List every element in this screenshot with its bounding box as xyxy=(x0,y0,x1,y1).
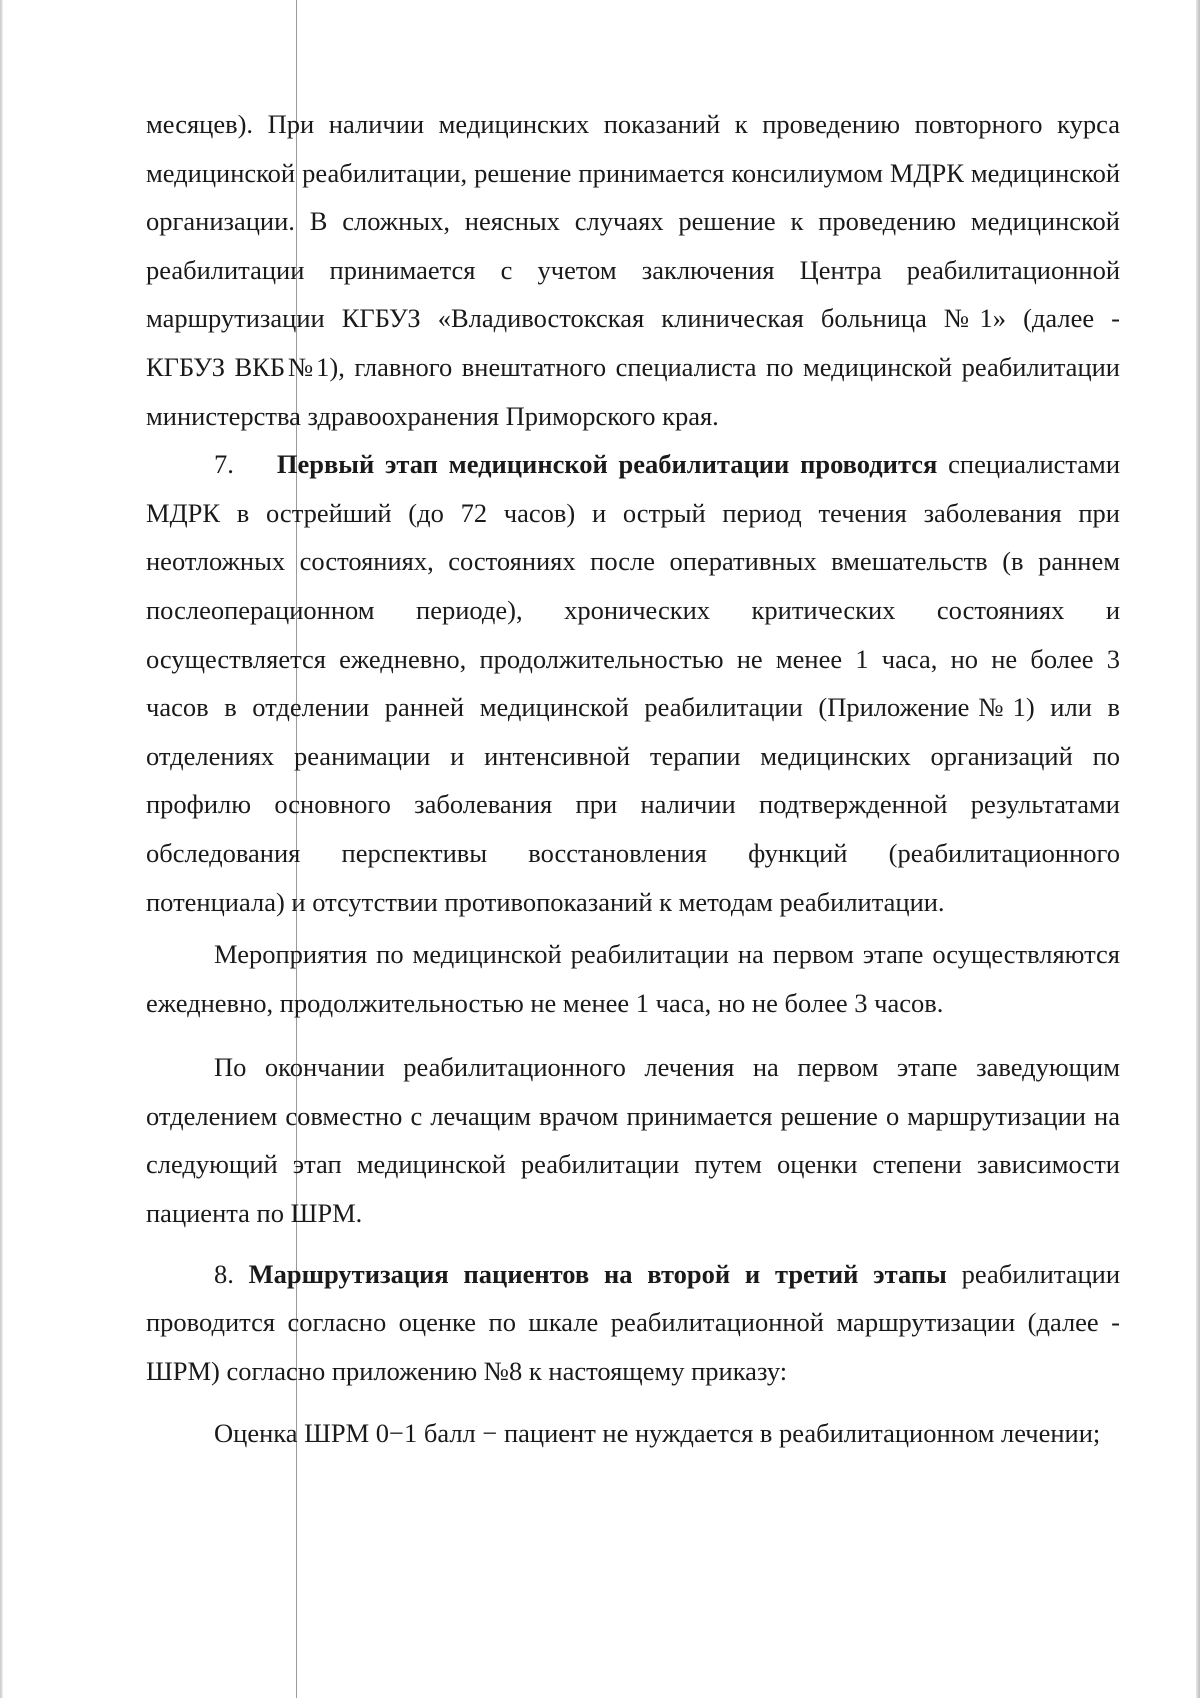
item-heading: Первый этап медицинской реабилитации проводится xyxy=(276,449,938,480)
paragraph-item-8 xyxy=(146,1250,1120,1396)
item-number: 8. xyxy=(214,1258,234,1289)
paragraph-measures: Мероприятия по медицинской реабилитации на первом этапе осуществляются ежедневно, продолжительностью не менее 1 часа, но не более 3 часов. xyxy=(146,939,1120,1018)
scan-edge-left xyxy=(0,0,3,1698)
item-text: специалистами МДРК в острейший (до 72 часов) и острый период течения заболевания при неотложных состояниях, состояниях после оперативных вмешательств (в раннем послеоперационном периоде), хронических критических состояниях и осуществляется ежедневно, продолжительностью не менее 1 часа, но не более 3 часов в отделении ранней медицинской реабилитации (Приложение№1) или в отделениях реанимации и интенсивной терапии медицинских организаций по профилю основного заболевания при наличии подтвержденной результатами обследования перспективы восстановления функций (реабилитационного потенциала) и отсутствии противопоказаний к методам реабилитации. xyxy=(146,449,1121,917)
paragraph-score: Оценка ШРМ 0−1 балл − пациент не нуждается в реабилитационном лечении; xyxy=(214,1418,1101,1449)
paragraph-completion: По окончании реабилитационного лечения на первом этапе заведующим отделением совместно с лечащим врачом принимается решение о маршрутизации на следующий этап медицинской реабилитации путем оценки степени зависимости пациента по ШРМ. xyxy=(146,1052,1120,1229)
paragraph-item-7 xyxy=(146,440,1120,926)
scan-edge-right xyxy=(1196,0,1200,1698)
document-body xyxy=(146,100,1120,1458)
item-text: реабилитации проводится согласно оценке по шкале реабилитационной маршрутизации (далее - ШРМ) согласно приложению №8 к настоящему приказу: xyxy=(146,1258,1121,1386)
paragraph-continuation: месяцев). При наличии медицинских показаний к проведению повторного курса медицинской реабилитации, решение принимается консилиумом МДРК медицинской организации. В сложных, неясных случаях решение к проведению медицинской реабилитации принимается с учетом заключения Центра реабилитационной маршрутизации КГБУЗ «Владивостокская клиническая больница №1» (далее - КГБУЗ ВКБ№1), главного внештатного специалиста по медицинской реабилитации министерства здравоохранения Приморского края. xyxy=(146,109,1120,431)
item-number: 7. xyxy=(214,449,234,480)
item-heading: Маршрутизация пациентов на второй и третий этапы xyxy=(248,1258,947,1289)
